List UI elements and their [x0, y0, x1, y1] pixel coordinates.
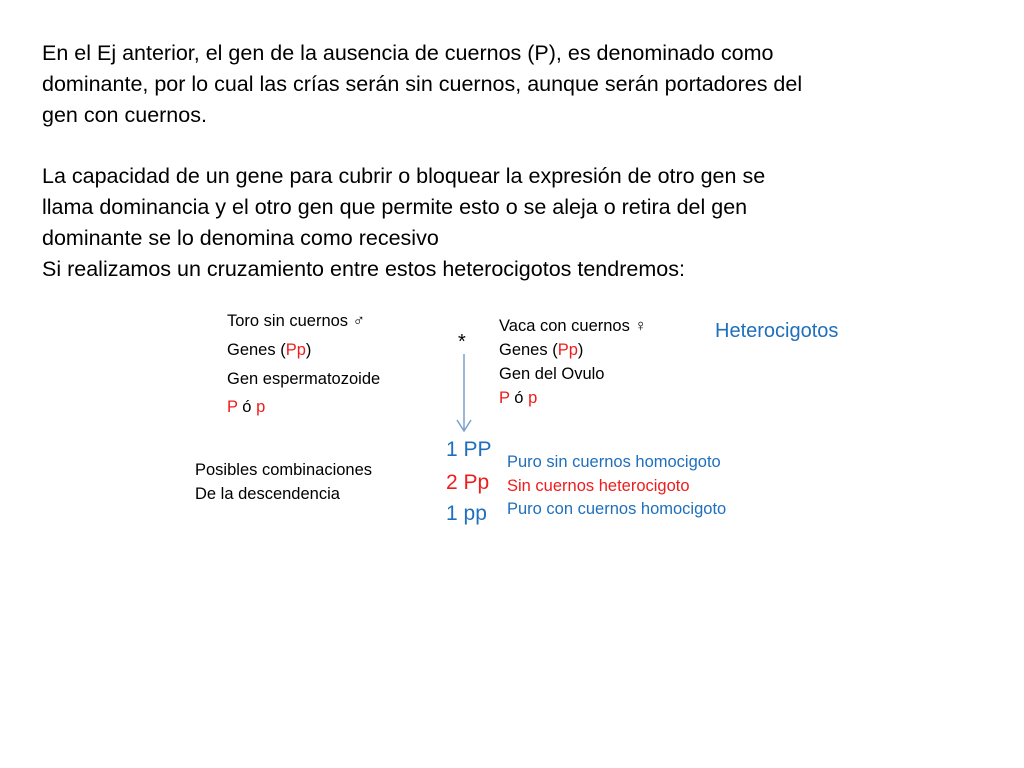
bull-genes-value: Pp: [285, 341, 306, 359]
cow-allele-1: P: [499, 389, 510, 407]
intro-line-2: dominante, por lo cual las crías serán sin cuernos, aunque serán portadores del: [42, 72, 803, 96]
cow-genes-suffix: ): [577, 341, 584, 359]
result-genotype-pp-recessive: 1 pp: [446, 502, 487, 525]
down-arrow-icon: [455, 352, 473, 434]
offspring-label-line-2: De la descendencia: [195, 485, 340, 503]
intro-line-3: gen con cuernos.: [42, 103, 207, 127]
cross-symbol: *: [458, 331, 466, 353]
cow-genes: [499, 341, 583, 360]
bull-title: Toro sin cuernos ♂: [227, 312, 366, 330]
cow-title: Vaca con cuernos ♀: [499, 317, 647, 335]
result-description-pp-recessive: Puro con cuernos homocigoto: [507, 500, 727, 518]
bull-gamete-label: Gen espermatozoide: [227, 370, 381, 388]
bull-or: ó: [237, 398, 257, 416]
result-genotype-pp-dominant: 1 PP: [446, 438, 492, 461]
result-description-heterozygote: Sin cuernos heterocigoto: [507, 477, 690, 495]
offspring-label-line-1: Posibles combinaciones: [195, 461, 373, 479]
bull-alleles: [227, 398, 265, 417]
cow-allele-2: p: [528, 389, 538, 407]
dominance-line-4: Si realizamos un cruzamiento entre estos heterocigotos tendremos:: [42, 257, 685, 281]
bull-genes-suffix: ): [305, 341, 312, 359]
cow-alleles: [499, 389, 537, 408]
result-description-pp-dominant: Puro sin cuernos homocigoto: [507, 453, 721, 471]
bull-genes-prefix: Genes (: [227, 341, 286, 359]
dominance-line-1: La capacidad de un gene para cubrir o bloquear la expresión de otro gen se: [42, 164, 766, 188]
dominance-line-3: dominante se lo denomina como recesivo: [42, 226, 439, 250]
heterozygotes-label: Heterocigotos: [715, 320, 839, 342]
bull-allele-2: p: [256, 398, 266, 416]
cow-genes-prefix: Genes (: [499, 341, 558, 359]
cow-gamete-label: Gen del Ovulo: [499, 365, 605, 383]
cow-or: ó: [509, 389, 529, 407]
result-genotype-heterozygote: 2 Pp: [446, 471, 490, 494]
dominance-line-2: llama dominancia y el otro gen que permite esto o se aleja o retira del gen: [42, 195, 748, 219]
bull-allele-1: P: [227, 398, 238, 416]
intro-line-1: En el Ej anterior, el gen de la ausencia de cuernos (P), es denominado como: [42, 41, 774, 65]
cow-genes-value: Pp: [557, 341, 578, 359]
bull-genes: [227, 341, 311, 360]
